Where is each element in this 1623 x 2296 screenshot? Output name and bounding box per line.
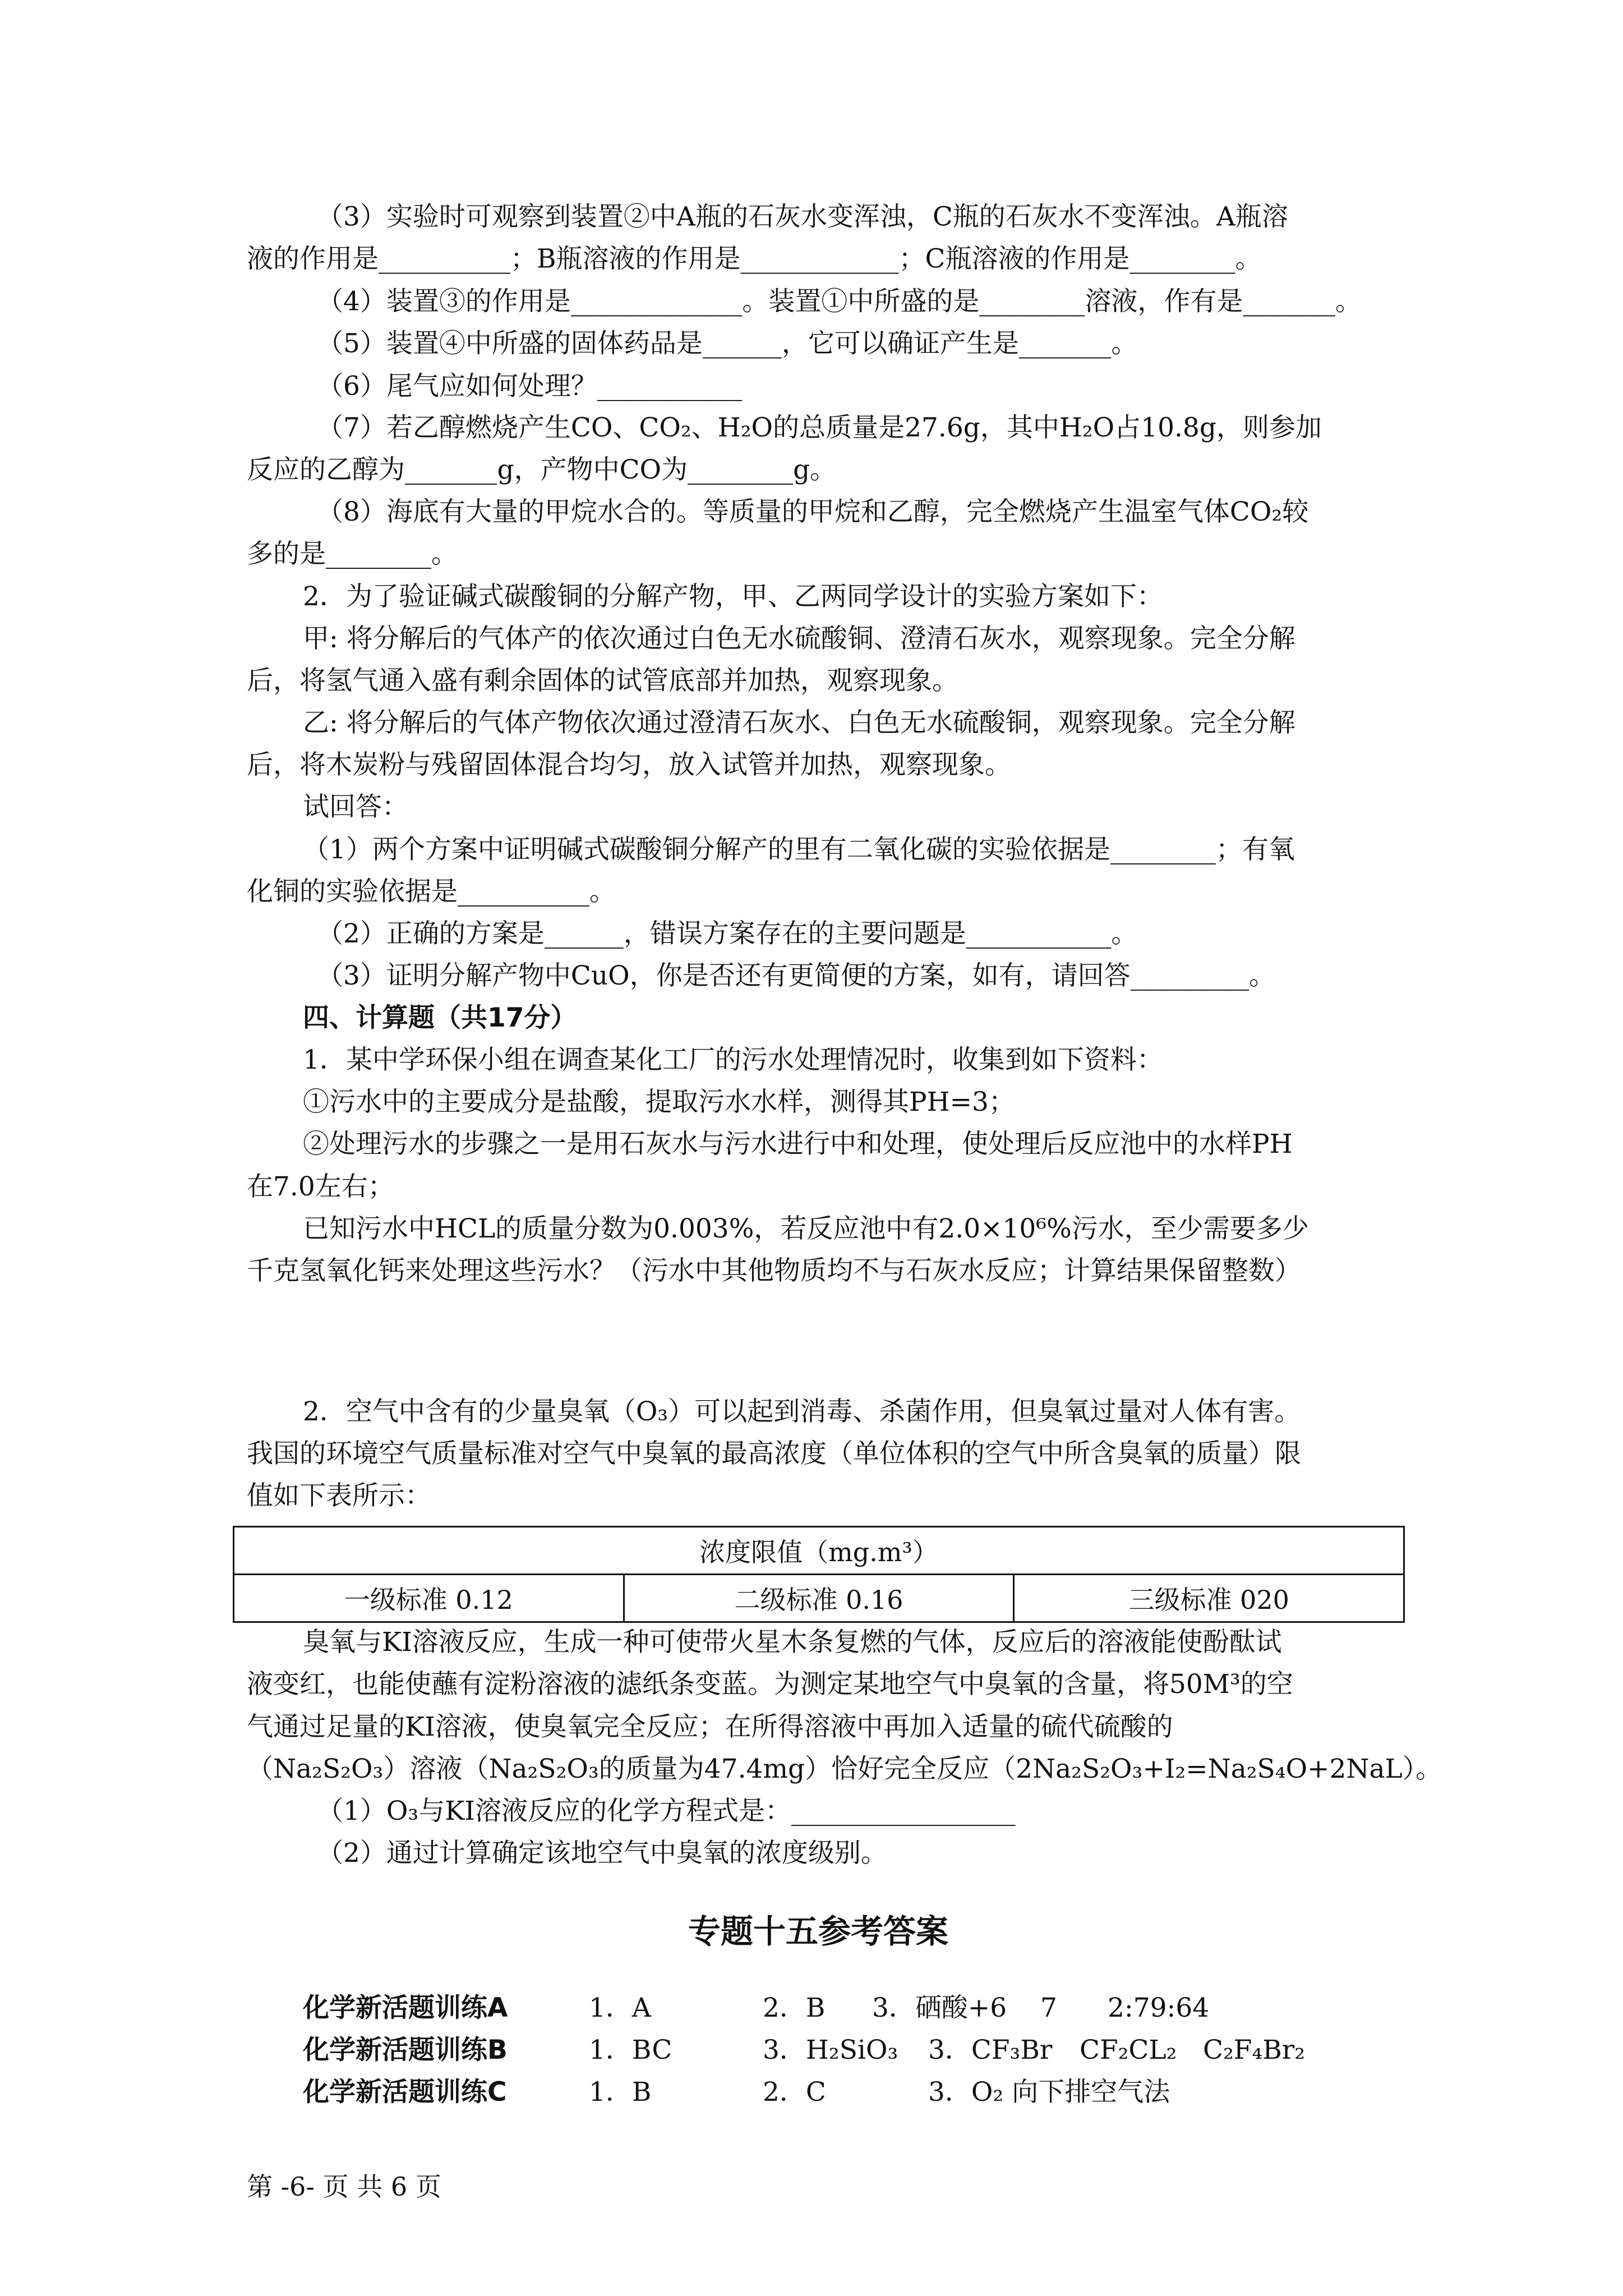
answer-item: 1．BC: [589, 2035, 672, 2065]
answer-label: 化学新活题训练B: [303, 2035, 508, 2065]
text-line: 多的是________。: [247, 539, 458, 569]
text-line: 臭氧与KI溶液反应，生成一种可使带火星木条复燃的气体，反应后的溶液能使酚酞试: [303, 1627, 1282, 1658]
text-line: 化铜的实验依据是__________。: [247, 876, 616, 907]
answer-item: 7: [1040, 1993, 1057, 2023]
text-line: 千克氢氧化钙来处理这些污水？（污水中其他物质均不与石灰水反应；计算结果保留整数）: [247, 1255, 1301, 1286]
text-line: （3）证明分解产物中CuO，你是否还有更简便的方案，如有，请回答_________。: [317, 960, 1276, 991]
table-header-row: [234, 1527, 1404, 1575]
answer-item: 3．O₂ 向下排空气法: [928, 2077, 1170, 2108]
text-line: 后，将氢气通入盛有剩余固体的试管底部并加热，观察现象。: [247, 665, 958, 696]
text-line: 在7.0左右；: [247, 1171, 394, 1202]
page-footer: 第 -6- 页 共 6 页: [247, 2171, 441, 2202]
answers-title: 专题十五参考答案: [688, 1912, 949, 1950]
text-line: ②处理污水的步骤之一是用石灰水与污水进行中和处理，使处理后反应池中的水样PH: [303, 1129, 1293, 1159]
text-line: 甲: 将分解后的气体产的依次通过白色无水硫酸铜、澄清石灰水，观察现象。完全分解: [303, 623, 1295, 654]
text-line: （2）正确的方案是______，错误方案存在的主要问题是___________。: [317, 918, 1138, 949]
text-line: 液变红，也能使蘸有淀粉溶液的滤纸条变蓝。为测定某地空气中臭氧的含量，将50M³的空: [247, 1669, 1293, 1700]
answer-item: 1．B: [589, 2077, 652, 2108]
text-line: 反应的乙醇为_______g，产物中CO为________g。: [247, 454, 837, 485]
answer-item: 3．硒酸+6: [872, 1993, 1007, 2023]
answer-item: 3．H₂SiO₃: [763, 2035, 898, 2065]
table-cell: 三级标准 020: [1014, 1575, 1404, 1622]
text-line: 已知污水中HCL的质量分数为0.003%，若反应池中有2.0×10⁶%污水，至少需要多少: [303, 1213, 1309, 1244]
table-row: [234, 1575, 1404, 1622]
text-line: 值如下表所示：: [247, 1480, 431, 1511]
text-line: （3）实验时可观察到装置②中A瓶的石灰水变浑浊，C瓶的石灰水不变浑浊。A瓶溶: [317, 201, 1288, 232]
section-heading: 四、计算题（共17分）: [303, 1002, 577, 1033]
text-line: （5）装置④中所盛的固体药品是______，它可以确证产生是_______。: [317, 328, 1138, 359]
answer-item: 2．B: [763, 1993, 826, 2023]
table-cell: 二级标准 0.16: [624, 1575, 1014, 1622]
text-line: 2．空气中含有的少量臭氧（O₃）可以起到消毒、杀菌作用，但臭氧过量对人体有害。: [303, 1396, 1301, 1427]
answer-item: 2．C: [763, 2077, 826, 2108]
text-line: 试回答：: [303, 792, 408, 822]
answer-item: 2:79:64: [1108, 1993, 1210, 2023]
answer-item: 1．A: [589, 1993, 651, 2023]
text-line: 我国的环境空气质量标准对空气中臭氧的最高浓度（单位体积的空气中所含臭氧的质量）限: [247, 1438, 1301, 1469]
answer-item: 3．CF₃Br: [928, 2035, 1053, 2065]
text-line: （4）装置③的作用是_____________。装置①中所盛的是________溶液，作有是_______。: [317, 286, 1362, 317]
text-line: 气通过足量的KI溶液，使臭氧完全反应；在所得溶液中再加入适量的硫代硫酸的: [247, 1711, 1173, 1742]
text-line: （2）通过计算确定该地空气中臭氧的浓度级别。: [317, 1838, 887, 1869]
text-line: ①污水中的主要成分是盐酸，提取污水水样，测得其PH=3；: [303, 1087, 1015, 1117]
text-line: （6）尾气应如何处理？___________: [317, 371, 743, 402]
text-line: 后，将木炭粉与残留固体混合均匀，放入试管并加热，观察现象。: [247, 749, 1011, 780]
text-line: （1）O₃与KI溶液反应的化学方程式是：_________________: [317, 1796, 1016, 1826]
table-cell: 一级标准 0.12: [234, 1575, 624, 1622]
text-line: 2．为了验证碱式碳酸铜的分解产物，甲、乙两同学设计的实验方案如下：: [303, 581, 1163, 612]
answer-label: 化学新活题训练C: [303, 2077, 507, 2108]
text-line: （1）两个方案中证明碱式碳酸铜分解产的里有二氧化碳的实验依据是________；有氧: [303, 834, 1295, 865]
table-header-cell: 浓度限值（mg.m³）: [234, 1527, 1404, 1575]
answer-item: C₂F₄Br₂: [1203, 2035, 1306, 2065]
text-line: （7）若乙醇燃烧产生CO、CO₂、H₂O的总质量是27.6g，其中H₂O占10.8g，则参加: [317, 412, 1322, 443]
text-line: 液的作用是__________；B瓶溶液的作用是____________；C瓶溶液的作用是________。: [247, 243, 1262, 274]
answer-item: CF₂CL₂: [1080, 2035, 1177, 2065]
concentration-table: [233, 1526, 1405, 1623]
text-line: 乙: 将分解后的气体产物依次通过澄清石灰水、白色无水硫酸铜，观察现象。完全分解: [303, 707, 1295, 738]
answer-label: 化学新活题训练A: [303, 1993, 508, 2023]
text-line: （Na₂S₂O₃）溶液（Na₂S₂O₃的质量为47.4mg）恰好完全反应（2Na₂S₂O₃+I₂=Na₂S₄O+2NaL）。: [247, 1754, 1442, 1784]
text-line: （8）海底有大量的甲烷水合的。等质量的甲烷和乙醇，完全燃烧产生温室气体CO₂较: [317, 496, 1309, 527]
text-line: 1．某中学环保小组在调查某化工厂的污水处理情况时，收集到如下资料：: [303, 1045, 1163, 1075]
